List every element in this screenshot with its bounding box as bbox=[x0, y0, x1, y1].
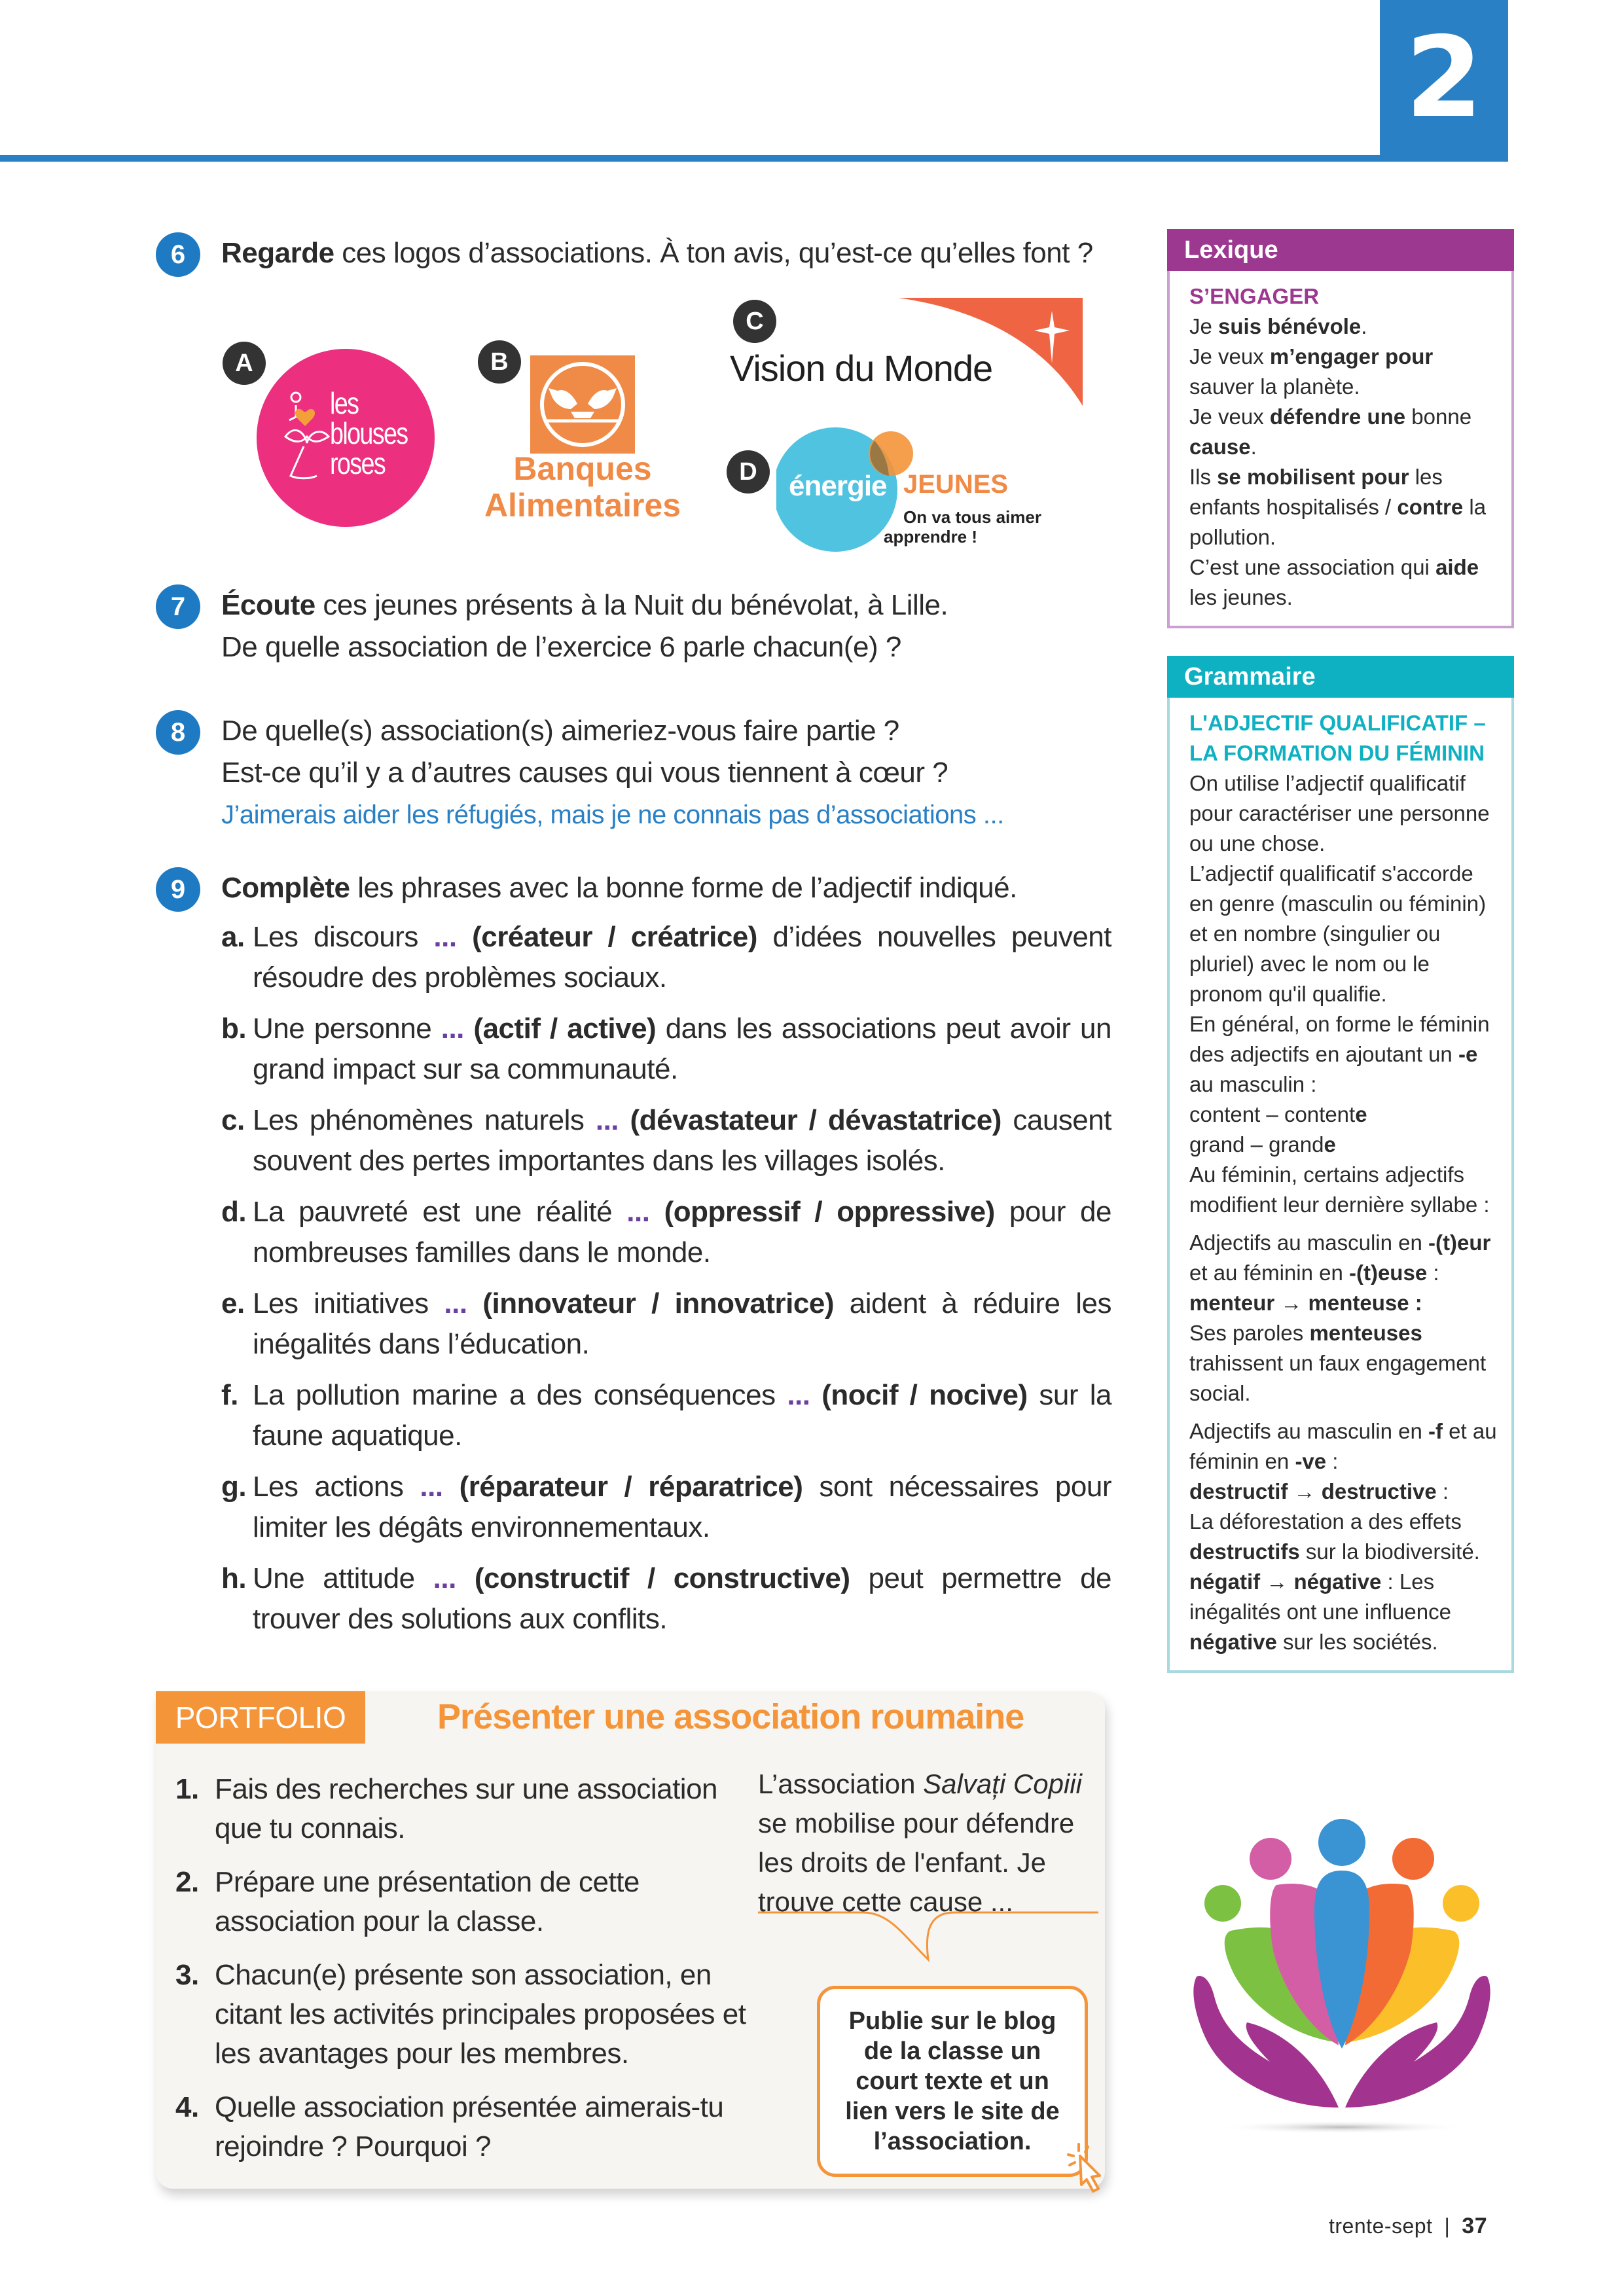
logo-b-line: Alimentaires bbox=[484, 487, 681, 524]
exercise-item bbox=[221, 1558, 1111, 1640]
text-segment: la pollution. bbox=[1189, 495, 1487, 549]
text-segment: : bbox=[1427, 1261, 1439, 1285]
text-segment: sur les sociétés. bbox=[1276, 1630, 1438, 1654]
quote-text: se mobilise pour défendre les droits de l'enfant. Je trouve cette cause ... bbox=[758, 1808, 1075, 1917]
adjective-options: (nocif / nocive) bbox=[810, 1379, 1028, 1411]
item-label: d. bbox=[221, 1196, 247, 1228]
logo-label-c: C bbox=[733, 300, 776, 343]
instruction-line-2: Est-ce qu’il y a d’autres causes qui vous tiennent à cœur ? bbox=[221, 757, 948, 789]
exercise-instruction bbox=[221, 710, 1111, 836]
bold-term: cause bbox=[1189, 435, 1251, 459]
bold-term: -(t)euse bbox=[1349, 1261, 1428, 1285]
bold-term: menteuses bbox=[1309, 1321, 1422, 1345]
item-text-before: Une attitude bbox=[253, 1562, 433, 1594]
logo-b-line: Banques bbox=[513, 450, 652, 487]
unit-number-tab bbox=[1380, 0, 1508, 162]
item-text-before: La pauvreté est une réalité bbox=[253, 1196, 627, 1228]
portfolio-tag: PORTFOLIO bbox=[156, 1691, 365, 1744]
item-text-before: Les actions bbox=[253, 1471, 420, 1503]
instruction-text: les phrases avec la bonne forme de l’adjectif indiqué. bbox=[350, 872, 1017, 904]
lexique-box bbox=[1167, 229, 1514, 628]
instruction-line-1: De quelle(s) association(s) aimeriez-vous faire partie ? bbox=[221, 715, 899, 747]
grammaire-line bbox=[1189, 1288, 1502, 1318]
exercise-item bbox=[221, 1375, 1111, 1456]
item-text-after: pour de nombreuses familles dans le monde. bbox=[253, 1196, 1111, 1268]
text-segment: C’est une association qui bbox=[1189, 555, 1436, 579]
portfolio-step bbox=[175, 1770, 765, 1848]
adjective-options: (créateur / créatrice) bbox=[456, 921, 757, 953]
item-text-after: dans les associations peut avoir un grand impact sur sa communauté. bbox=[253, 1013, 1111, 1085]
bold-term: -ve bbox=[1295, 1449, 1327, 1473]
bold-term: contre bbox=[1397, 495, 1464, 519]
item-text-before: La pollution marine a des conséquences bbox=[253, 1379, 787, 1411]
blank-dots[interactable]: ... bbox=[433, 1562, 456, 1594]
text-segment: Adjectifs au masculin en bbox=[1189, 1230, 1429, 1255]
logo-d-text-jeunes: JEUNES bbox=[903, 470, 1009, 499]
text-segment: et au féminin en bbox=[1189, 1419, 1497, 1473]
portfolio-steps bbox=[175, 1770, 765, 2181]
exercise-instruction bbox=[221, 867, 1111, 909]
blank-dots[interactable]: ... bbox=[626, 1196, 650, 1228]
logo-les-blouses-roses bbox=[257, 349, 435, 527]
item-text-before: Les discours bbox=[253, 921, 434, 953]
exercise-item bbox=[221, 1467, 1111, 1548]
item-label: e. bbox=[221, 1287, 245, 1319]
grammaire-subtitle: L'ADJECTIF QUALIFICATIF – LA FORMATION DU FÉMININ bbox=[1189, 711, 1486, 765]
bold-term: -(t)eur bbox=[1428, 1230, 1491, 1255]
text-segment: Je bbox=[1189, 314, 1219, 338]
tagline-line: apprendre ! bbox=[884, 527, 978, 547]
step-number: 2. bbox=[175, 1866, 199, 1898]
lexique-line bbox=[1189, 402, 1502, 462]
portfolio-title: Présenter une association roumaine bbox=[437, 1697, 1024, 1736]
grammaire-line bbox=[1189, 1567, 1502, 1657]
person-head-pink bbox=[1250, 1838, 1291, 1880]
item-label: f. bbox=[221, 1379, 238, 1411]
logo-d-text-energie: énergie bbox=[789, 470, 887, 502]
grammaire-line bbox=[1189, 1220, 1502, 1228]
bold-term: destructifs bbox=[1189, 1539, 1300, 1564]
logo-label-b: B bbox=[478, 340, 521, 384]
speech-bubble-tail-icon bbox=[758, 1907, 1098, 1986]
text-segment: . bbox=[1361, 314, 1367, 338]
portfolio-step bbox=[175, 2088, 765, 2166]
page-number: 37 bbox=[1462, 2214, 1488, 2238]
text-segment: les enfants hospitalisés / bbox=[1189, 465, 1443, 519]
logo-label-a: A bbox=[223, 342, 266, 385]
text-segment: Au féminin, certains adjectifs modifient leur dernière syllabe : bbox=[1189, 1162, 1490, 1217]
instruction-verb: Écoute bbox=[221, 589, 316, 621]
grammaire-line bbox=[1189, 1009, 1502, 1100]
click-cursor-icon bbox=[1066, 2143, 1111, 2195]
item-text-before: Les phénomènes naturels bbox=[253, 1104, 596, 1136]
item-label: c. bbox=[221, 1104, 245, 1136]
bold-term: e bbox=[1355, 1102, 1367, 1126]
item-text-after: sur la faune aquatique. bbox=[253, 1379, 1111, 1452]
text-segment: bonne bbox=[1405, 404, 1472, 429]
unit-number: 2 bbox=[1405, 12, 1483, 143]
bold-term: -f bbox=[1428, 1419, 1443, 1443]
instruction-text: ces jeunes présents à la Nuit du bénévolat, à Lille. bbox=[315, 589, 948, 621]
item-text-after: d’idées nouvelles peuvent résoudre des problèmes sociaux. bbox=[253, 921, 1111, 994]
bold-term: négative bbox=[1189, 1630, 1277, 1654]
text-segment: Je veux bbox=[1189, 404, 1270, 429]
page-number-words: trente-sept bbox=[1329, 2214, 1433, 2238]
instruction-line-2: De quelle association de l’exercice 6 parle chacun(e) ? bbox=[221, 631, 901, 663]
header-rule bbox=[0, 155, 1508, 162]
exercise-8 bbox=[156, 710, 1111, 836]
bold-term: e bbox=[1324, 1132, 1336, 1157]
text-segment: sur la biodiversité. bbox=[1299, 1539, 1480, 1564]
person-head-orange bbox=[1392, 1838, 1434, 1880]
quote-text: L’association bbox=[758, 1768, 924, 1799]
item-text-after: aident à réduire les inégalités dans l’éducation. bbox=[253, 1287, 1111, 1360]
logo-a-line: les bbox=[330, 386, 359, 420]
exercise-number-badge: 6 bbox=[156, 232, 200, 277]
adjective-options: (innovateur / innovatrice) bbox=[467, 1287, 834, 1319]
instruction-verb: Complète bbox=[221, 872, 350, 904]
step-text: Chacun(e) présente son association, en citant les activités principales proposées et les avantages pour les membres. bbox=[215, 1959, 746, 2070]
lexique-line bbox=[1189, 552, 1502, 613]
item-label: h. bbox=[221, 1562, 247, 1594]
text-segment: En général, on forme le féminin des adjectifs en ajoutant un bbox=[1189, 1012, 1490, 1066]
grammaire-line bbox=[1189, 1507, 1502, 1567]
bold-term: aide bbox=[1435, 555, 1479, 579]
logo-label-d: D bbox=[727, 450, 770, 493]
blank-dots[interactable]: ... bbox=[444, 1287, 467, 1319]
logo-a-line: roses bbox=[330, 446, 386, 480]
portfolio-step bbox=[175, 1956, 765, 2073]
exercise-instruction bbox=[221, 232, 1111, 274]
text-segment: sauver la planète. bbox=[1189, 374, 1360, 399]
exercise-9 bbox=[156, 867, 1111, 1650]
grammaire-line bbox=[1189, 1228, 1502, 1288]
grammaire-line bbox=[1189, 1408, 1502, 1416]
lexique-line bbox=[1189, 462, 1502, 552]
text-segment: L’adjectif qualificatif s'accorde en genre (masculin ou féminin) et en nombre (singulier ou pluriel) avec le nom ou le pronom qu'il qualifie. bbox=[1189, 861, 1487, 1006]
text-segment: grand – grand bbox=[1189, 1132, 1324, 1157]
text-segment: On utilise l’adjectif qualificatif pour caractériser une personne ou une chose. bbox=[1189, 771, 1490, 855]
portfolio-step bbox=[175, 1863, 765, 1941]
logo-banques-alimentaires-emblem bbox=[530, 355, 635, 454]
adjective-options: (oppressif / oppressive) bbox=[649, 1196, 995, 1228]
portfolio-note: Publie sur le blog de la classe un court texte et un lien vers le site de l’association. bbox=[817, 1986, 1088, 2177]
item-text-before: Les initiatives bbox=[253, 1287, 444, 1319]
text-segment: . bbox=[1250, 435, 1257, 459]
grammaire-line bbox=[1189, 1318, 1502, 1408]
lexique-line bbox=[1189, 342, 1502, 402]
grammaire-line bbox=[1189, 1416, 1502, 1477]
text-segment: Je veux bbox=[1189, 344, 1270, 368]
exercise-7 bbox=[156, 584, 1111, 668]
lexique-line bbox=[1189, 312, 1502, 342]
lexique-subtitle: S’ENGAGER bbox=[1189, 284, 1320, 308]
lexique-body bbox=[1170, 271, 1511, 626]
page-footer bbox=[1329, 2214, 1487, 2239]
text-segment: et au féminin en bbox=[1189, 1261, 1349, 1285]
text-segment: : bbox=[1326, 1449, 1339, 1473]
exercise-number-badge: 7 bbox=[156, 584, 200, 629]
instruction-verb: Regarde bbox=[221, 237, 334, 269]
quote-association-name: Salvați Copiii bbox=[923, 1768, 1082, 1799]
adjective-options: (réparateur / réparatrice) bbox=[442, 1471, 803, 1503]
exercise-instruction bbox=[221, 584, 1111, 668]
text-segment: content – content bbox=[1189, 1102, 1356, 1126]
step-number: 1. bbox=[175, 1773, 199, 1805]
step-number: 4. bbox=[175, 2091, 199, 2123]
exercise-item bbox=[221, 1283, 1111, 1365]
grammaire-line bbox=[1189, 768, 1502, 859]
bold-term: défendre une bbox=[1269, 404, 1406, 429]
tagline-line: On va tous aimer bbox=[903, 507, 1041, 527]
step-text: Fais des recherches sur une association que tu connais. bbox=[215, 1773, 718, 1844]
logo-a-text bbox=[330, 388, 408, 478]
exercise-number-badge: 8 bbox=[156, 710, 200, 755]
text-segment: Ils bbox=[1189, 465, 1218, 489]
adjective-options: (actif / active) bbox=[463, 1013, 657, 1045]
item-text-after: peut permettre de trouver des solutions aux conflits. bbox=[253, 1562, 1112, 1635]
person-head-blue bbox=[1318, 1819, 1365, 1866]
item-text-after: sont nécessaires pour limiter les dégâts environnementaux. bbox=[253, 1471, 1111, 1543]
grammaire-line bbox=[1189, 1100, 1502, 1130]
portfolio-box bbox=[156, 1691, 1105, 2189]
text-segment: trahissent un faux engagement social. bbox=[1189, 1351, 1487, 1405]
exercise-item bbox=[221, 1192, 1111, 1273]
ribbon-figure-icon bbox=[284, 391, 330, 489]
bold-term: m’engager pour bbox=[1269, 344, 1434, 368]
example-answer: J’aimerais aider les réfugiés, mais je ne connais pas d’associations ... bbox=[221, 800, 1004, 829]
lexique-lines bbox=[1189, 312, 1502, 613]
text-segment: Adjectifs au masculin en bbox=[1189, 1419, 1429, 1443]
bold-term: suis bénévole bbox=[1218, 314, 1362, 338]
bold-term: destructif → destructive bbox=[1189, 1479, 1437, 1503]
logo-b-text bbox=[471, 450, 694, 524]
adjective-options: (constructif / constructive) bbox=[456, 1562, 850, 1594]
text-segment: : bbox=[1436, 1479, 1449, 1503]
portfolio-quote bbox=[758, 1765, 1098, 1922]
blank-dots[interactable]: ... bbox=[441, 1013, 464, 1045]
grammaire-line bbox=[1189, 1477, 1502, 1507]
item-text-after: causent souvent des pertes importantes dans les villages isolés. bbox=[253, 1104, 1111, 1177]
bold-term: menteur → menteuse : bbox=[1189, 1291, 1422, 1315]
birds-bowl-icon bbox=[530, 355, 635, 454]
bold-term: négatif → négative bbox=[1189, 1570, 1382, 1594]
text-segment: : Les inégalités ont une influence bbox=[1189, 1570, 1451, 1624]
ground-shadow bbox=[1218, 2121, 1466, 2134]
grammaire-line bbox=[1189, 1130, 1502, 1160]
logo-a-line: blouses bbox=[330, 416, 408, 450]
item-label: a. bbox=[221, 921, 245, 953]
adjective-options: (dévastateur / dévastatrice) bbox=[619, 1104, 1001, 1136]
grammaire-lines bbox=[1189, 768, 1502, 1657]
text-segment: La déforestation a des effets bbox=[1189, 1509, 1462, 1534]
step-text: Prépare une présentation de cette association pour la classe. bbox=[215, 1866, 640, 1937]
logo-vision-du-monde: Vision du Monde bbox=[730, 348, 993, 389]
lexique-header: Lexique bbox=[1167, 229, 1514, 271]
text-segment: Ses paroles bbox=[1189, 1321, 1310, 1345]
exercise-9-items bbox=[221, 917, 1111, 1640]
step-text: Quelle association présentée aimerais-tu rejoindre ? Pourquoi ? bbox=[215, 2091, 724, 2162]
instruction-text: ces logos d’associations. À ton avis, qu’est-ce qu’elles font ? bbox=[334, 237, 1093, 269]
bold-term: se mobilisent pour bbox=[1217, 465, 1409, 489]
grammaire-header: Grammaire bbox=[1167, 656, 1514, 698]
grammaire-line bbox=[1189, 1160, 1502, 1220]
person-head-yellow bbox=[1443, 1885, 1479, 1922]
bold-term: -e bbox=[1458, 1042, 1478, 1066]
exercise-number-badge: 9 bbox=[156, 867, 200, 912]
blank-dots[interactable]: ... bbox=[433, 921, 457, 953]
blank-dots[interactable]: ... bbox=[787, 1379, 810, 1411]
grammaire-box bbox=[1167, 656, 1514, 1673]
person-head-green bbox=[1204, 1885, 1241, 1922]
item-text-before: Une personne bbox=[253, 1013, 441, 1045]
step-number: 3. bbox=[175, 1959, 199, 1991]
blank-dots[interactable]: ... bbox=[595, 1104, 619, 1136]
exercise-item bbox=[221, 917, 1111, 998]
grammaire-line bbox=[1189, 859, 1502, 1009]
footer-separator: | bbox=[1444, 2214, 1451, 2238]
text-segment: les jeunes. bbox=[1189, 585, 1293, 609]
exercise-item bbox=[221, 1009, 1111, 1090]
exercise-6 bbox=[156, 232, 1111, 274]
item-label: g. bbox=[221, 1471, 247, 1503]
logo-d-tagline bbox=[884, 507, 1041, 547]
helping-hands-people-illustration bbox=[1185, 1806, 1499, 2147]
blank-dots[interactable]: ... bbox=[420, 1471, 443, 1503]
exercise-item bbox=[221, 1100, 1111, 1181]
text-segment: au masculin : bbox=[1189, 1072, 1317, 1096]
item-label: b. bbox=[221, 1013, 247, 1045]
grammaire-body bbox=[1170, 698, 1511, 1670]
